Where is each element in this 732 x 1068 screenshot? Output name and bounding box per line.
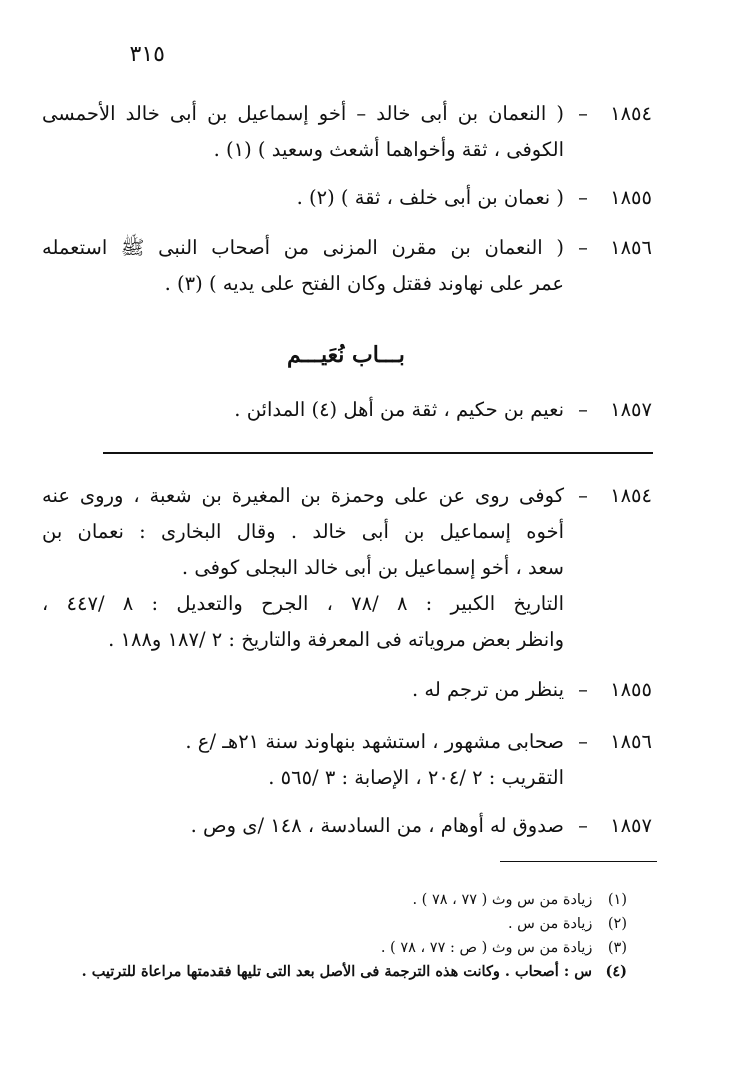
note-number: ١٨٥٥	[610, 678, 652, 701]
note-text-line: أخوه إسماعيل بن أبى خالد . وقال البخارى : نعمان بن	[42, 520, 564, 543]
footnote-text: زيادة من س .	[507, 916, 593, 932]
note-text-line: سعد ، أخو إسماعيل بن أبى خالد البجلى كوفى .	[181, 556, 564, 579]
entry-1856	[42, 230, 652, 302]
entry-text-line: ( النعمان بن أبى خالد – أخو إسماعيل بن أبى خالد الأحمسى	[42, 102, 564, 125]
entry-text-line: نعيم بن حكيم ، ثقة من أهل (٤) المدائن .	[234, 398, 564, 421]
footnote-2	[67, 912, 627, 936]
footnote-3	[67, 936, 627, 960]
entry-1855	[92, 180, 652, 216]
note-text-line: وانظر بعض مروياته فى المعرفة والتاريخ : ٢ /١٨٧ و١٨٨ .	[108, 628, 564, 651]
note-dash: –	[578, 678, 588, 701]
footnotes	[67, 888, 627, 984]
entry-dash: –	[578, 102, 588, 125]
entry-1857	[92, 392, 652, 428]
note-dash: –	[578, 814, 588, 837]
note-1856	[92, 724, 652, 796]
page-number: ٣١٥	[129, 42, 165, 67]
note-dash: –	[578, 484, 588, 507]
entry-number: ١٨٥٧	[610, 398, 652, 421]
note-text-line: التاريخ الكبير : ٨ /٧٨ ، الجرح والتعديل : ٨ /٤٤٧ ،	[42, 592, 564, 615]
note-number: ١٨٥٧	[610, 814, 652, 837]
entry-text-line: ( النعمان بن مقرن المزنى من أصحاب النبى ﷺ استعمله	[42, 236, 564, 259]
footnote-text: زيادة من س وث ( ص : ٧٧ ، ٧٨ ) .	[380, 940, 593, 956]
divider-rule	[103, 452, 653, 454]
footnote-text: زيادة من س وث ( ٧٧ ، ٧٨ ) .	[412, 892, 593, 908]
note-1855	[92, 672, 652, 708]
entry-number: ١٨٥٥	[610, 186, 652, 209]
entry-number: ١٨٥٦	[610, 236, 652, 259]
entry-text-line: الكوفى ، ثقة وأخواهما أشعث وسعيد ) (١) .	[213, 138, 564, 161]
footnote-number: (٤)	[605, 963, 627, 980]
note-text-line: التقريب : ٢ /٢٠٤ ، الإصابة : ٣ /٥٦٥ .	[268, 766, 564, 789]
entry-number: ١٨٥٤	[610, 102, 652, 125]
footnote-4	[67, 960, 627, 984]
note-number: ١٨٥٦	[610, 730, 652, 753]
entry-1854	[42, 96, 652, 168]
note-dash: –	[578, 730, 588, 753]
footnote-number: (٢)	[607, 916, 627, 932]
entry-dash: –	[578, 186, 588, 209]
entry-text-line: ( نعمان بن أبى خلف ، ثقة ) (٢) .	[296, 186, 564, 209]
footnote-1	[67, 888, 627, 912]
note-text-line: كوفى روى عن على وحمزة بن المغيرة بن شعبة ، وروى عنه	[42, 484, 564, 507]
entry-text-line: عمر على نهاوند فقتل وكان الفتح على يديه ) (٣) .	[164, 272, 564, 295]
entry-dash: –	[578, 236, 588, 259]
footnote-text: س : أصحاب . وكانت هذه الترجمة فى الأصل بعد التى تليها فقدمتها مراعاة للترتيب .	[81, 963, 592, 980]
section-heading: بـــاب نُعَيـــم	[287, 342, 405, 368]
note-text-line: ينظر من ترجم له .	[412, 678, 564, 701]
footnote-rule	[500, 861, 657, 862]
note-number: ١٨٥٤	[610, 484, 652, 507]
footnote-number: (١)	[607, 892, 627, 908]
note-text-line: صدوق له أوهام ، من السادسة ، ١٤٨ /ى وص .	[190, 814, 564, 837]
entry-dash: –	[578, 398, 588, 421]
note-1857	[92, 808, 652, 844]
note-text-line: صحابى مشهور ، استشهد بنهاوند سنة ٢١هـ /ع .	[185, 730, 564, 753]
note-1854	[42, 478, 652, 658]
footnote-number: (٣)	[607, 940, 627, 956]
